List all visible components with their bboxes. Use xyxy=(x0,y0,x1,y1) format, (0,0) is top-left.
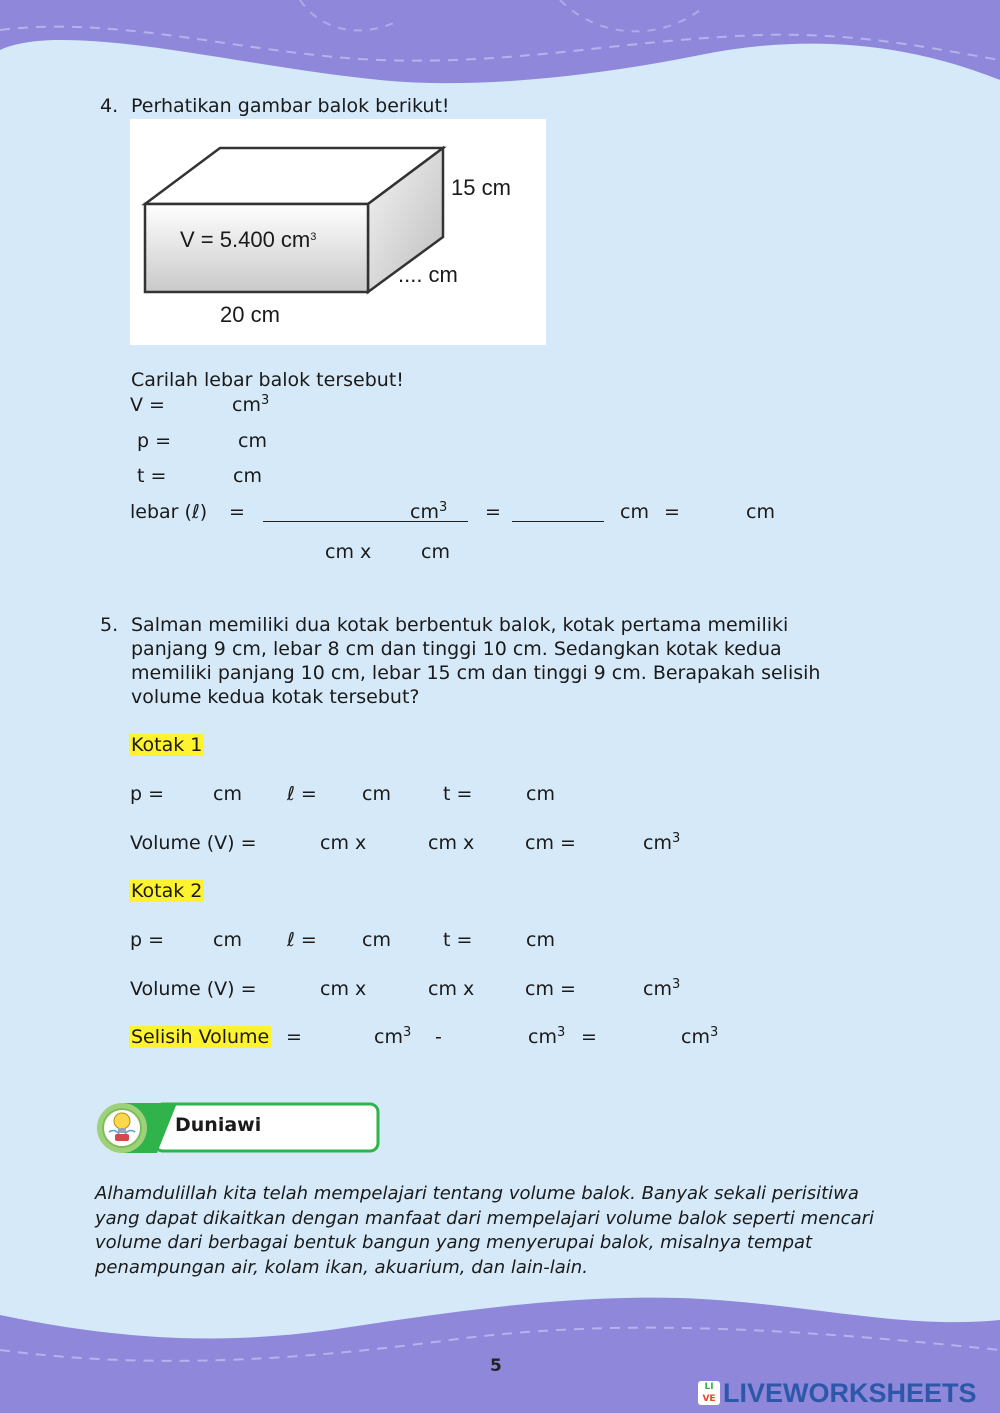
kotak2-unit-4 xyxy=(643,977,680,1004)
kotak1-unit-3: cm = xyxy=(525,832,576,854)
kotak2-unit-4-exp: 3 xyxy=(671,977,681,992)
kotak1-title: Kotak 1 xyxy=(131,734,203,756)
height-label: 15 cm xyxy=(451,175,511,200)
q5-line-2: panjang 9 cm, lebar 8 cm dan tinggi 10 cm. Sedangkan kotak kedua xyxy=(131,638,782,660)
answer-blank-line xyxy=(512,521,604,522)
kotak1-volume-label: Volume (V) = xyxy=(130,832,257,854)
selisih-minus: - xyxy=(435,1026,442,1048)
q5-line-3: memiliki panjang 10 cm, lebar 15 cm dan tinggi 9 cm. Berapakah selisih xyxy=(131,662,821,684)
volume-label: V = 5.400 cm xyxy=(180,227,311,252)
kotak1-t-unit: cm xyxy=(526,783,555,805)
selisih-eq: = xyxy=(286,1026,302,1048)
kotak2-unit-4-text: cm xyxy=(643,978,672,1000)
lebar-eq1: = xyxy=(229,501,245,523)
logo-badge-top: LI xyxy=(704,1382,714,1392)
p-unit: cm xyxy=(238,430,267,452)
duniawi-paragraph: Alhamdulillah kita telah mempelajari tentang volume balok. Banyak sekali perisitiwa yang dapat dikaitkan dengan manfaat dari mempelajari volume balok seperti mencari volume dari berbagai bentuk bangun yang menyerupai balok, misalnya tempat penampungan air, kolam ikan, akuarium, dan lain-lain. xyxy=(95,1183,875,1278)
lebar-eq2: = xyxy=(485,501,501,523)
selisih-unit-1-exp: 3 xyxy=(402,1025,412,1040)
lebar-eq3: = xyxy=(664,501,680,523)
kotak1-p-unit: cm xyxy=(213,783,242,805)
denominator-unit-1: cm x xyxy=(325,541,372,563)
t-label: t = xyxy=(137,465,167,487)
kotak2-unit-3: cm = xyxy=(525,978,576,1000)
v-unit-text: cm xyxy=(232,394,261,416)
kotak1-unit-4-exp: 3 xyxy=(671,831,681,846)
t-unit: cm xyxy=(233,465,262,487)
lightbulb-icon xyxy=(107,1110,137,1144)
kotak2-unit-2: cm x xyxy=(428,978,475,1000)
fraction-numerator-unit xyxy=(410,500,447,527)
kotak2-title: Kotak 2 xyxy=(131,880,203,902)
kotak1-unit-1: cm x xyxy=(320,832,367,854)
logo-badge-icon xyxy=(698,1381,720,1405)
length-label: 20 cm xyxy=(220,302,280,327)
p-label: p = xyxy=(137,430,172,452)
selisih-unit-2-text: cm xyxy=(528,1026,557,1048)
v-unit-exp: 3 xyxy=(260,393,270,408)
kotak2-l-label: ℓ = xyxy=(287,929,317,951)
kotak2-t-unit: cm xyxy=(526,929,555,951)
kotak2-unit-1: cm x xyxy=(320,978,367,1000)
duniawi-title: Duniawi xyxy=(175,1114,262,1136)
kotak1-unit-2: cm x xyxy=(428,832,475,854)
q5-number: 5. xyxy=(100,614,119,636)
kotak2-p-unit: cm xyxy=(213,929,242,951)
kotak1-p-label: p = xyxy=(130,783,165,805)
kotak2-t-label: t = xyxy=(443,929,473,951)
q5-line-4: volume kedua kotak tersebut? xyxy=(131,686,420,708)
lebar-final-unit: cm xyxy=(746,501,775,523)
v-unit xyxy=(232,393,269,420)
box-figure xyxy=(130,119,546,345)
selisih-unit-3-text: cm xyxy=(681,1026,710,1048)
kotak1-t-label: t = xyxy=(443,783,473,805)
selisih-label: Selisih Volume xyxy=(131,1026,270,1048)
q4-prompt: Perhatikan gambar balok berikut! xyxy=(131,95,450,117)
numerator-unit-exp: 3 xyxy=(438,500,448,515)
logo-badge-bottom: VE xyxy=(702,1394,716,1404)
liveworksheets-logo[interactable] xyxy=(698,1380,994,1408)
q4-number: 4. xyxy=(100,95,119,117)
selisih-unit-1 xyxy=(374,1025,411,1052)
fraction-bar xyxy=(263,521,468,522)
width-label: .... cm xyxy=(398,262,458,287)
selisih-unit-1-text: cm xyxy=(374,1026,403,1048)
cm-after-blank: cm xyxy=(620,501,649,523)
selisih-unit-3-exp: 3 xyxy=(709,1025,719,1040)
lebar-label: lebar (ℓ) xyxy=(130,501,208,523)
top-wave-decoration xyxy=(0,0,1000,95)
kotak2-p-label: p = xyxy=(130,929,165,951)
selisih-eq2: = xyxy=(581,1026,597,1048)
kotak1-unit-4-text: cm xyxy=(643,832,672,854)
kotak1-unit-4 xyxy=(643,831,680,858)
duniawi-banner xyxy=(95,1101,381,1155)
selisih-unit-2 xyxy=(528,1025,565,1052)
kotak2-l-unit: cm xyxy=(362,929,391,951)
volume-exponent: 3 xyxy=(310,231,317,243)
kotak2-volume-label: Volume (V) = xyxy=(130,978,257,1000)
q4-instruction: Carilah lebar balok tersebut! xyxy=(131,369,404,391)
page-number: 5 xyxy=(490,1356,502,1376)
v-label: V = xyxy=(130,394,165,416)
selisih-unit-3 xyxy=(681,1025,718,1052)
kotak1-l-label: ℓ = xyxy=(287,783,317,805)
numerator-unit-text: cm xyxy=(410,501,439,523)
denominator-unit-2: cm xyxy=(421,541,450,563)
q5-line-1: Salman memiliki dua kotak berbentuk balok, kotak pertama memiliki xyxy=(131,614,789,636)
logo-text: LIVEWORKSHEETS xyxy=(723,1378,977,1408)
selisih-unit-2-exp: 3 xyxy=(556,1025,566,1040)
kotak1-l-unit: cm xyxy=(362,783,391,805)
